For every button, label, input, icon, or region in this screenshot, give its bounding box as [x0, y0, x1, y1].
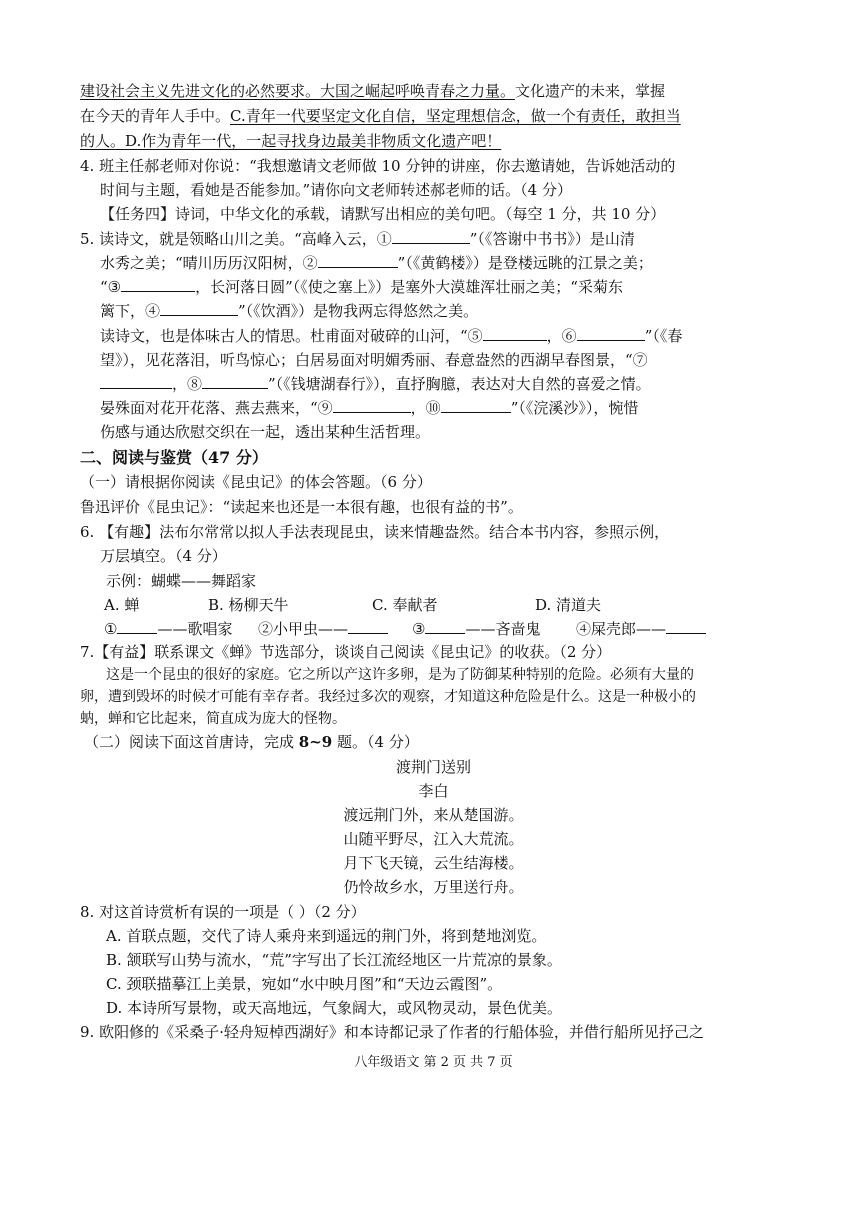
- text: ，长河落日圆”（《使之塞上》）是塞外大漠雄浑壮丽之美；“采菊东: [195, 278, 623, 296]
- question-6: 6. 【有趣】法布尔常常以拟人手法表现昆虫，读来情趣盎然。结合本书内容，参照示例，: [80, 523, 670, 541]
- page-footer: 八年级语文 第 2 页 共 7 页: [354, 1055, 513, 1070]
- poem-line: 月下飞天镜，云生结海楼。: [343, 854, 524, 872]
- answer-blank-4[interactable]: [160, 300, 238, 316]
- fill-item-4: [576, 618, 706, 640]
- task-4-heading: 【任务四】诗词，中华文化的承载，请默写出相应的美句吧。（每空 1 分，共 10 分）: [100, 205, 666, 223]
- text: 二、阅读与鉴赏（: [80, 448, 209, 467]
- text: ，⑥: [546, 327, 577, 345]
- text: 5. 读诗文，就是领略山川之美。“高峰入云，①: [80, 230, 392, 248]
- question-5-line: [100, 252, 830, 274]
- question-5-line: [80, 228, 830, 250]
- text: ”（《黄鹤楼》）是登楼远眺的江景之美；: [397, 254, 653, 272]
- text: ①: [104, 620, 118, 638]
- poem-line: 仍怜故乡水，万里送行舟。: [343, 878, 524, 896]
- option-d: D. 本诗所写景物，或天高地远，气象阔大，或风物灵动，景色优美。: [106, 999, 563, 1017]
- option-c: C. 奉献者: [372, 596, 438, 614]
- option-a: A. 蝉: [104, 596, 140, 614]
- text: “③: [100, 278, 122, 296]
- answer-blank[interactable]: [425, 618, 465, 634]
- underlined-text: 的人。D.作为青年一代，一起寻找身边最美非物质文化遗产吧！: [80, 132, 502, 150]
- text: ②小甲虫——: [258, 620, 349, 638]
- answer-blank-5[interactable]: [483, 325, 547, 341]
- excerpt-line: 这是一个昆虫的很好的家庭。它之所以产这许多卵，是为了防御某种特别的危险。必须有大量的: [106, 667, 694, 683]
- lu-xun-quote: 鲁迅评价《昆虫记》：“读起来也还是一本很有趣，也很有益的书”。: [80, 498, 523, 516]
- underlined-text: C.青年一代要坚定文化自信，坚定理想信念，做一个有责任，敢担当: [230, 107, 681, 125]
- excerpt-line: 卵，遭到毁坏的时候才可能有幸存者。我经过多次的观察，才知道这种危险是什么。这是一种极小的: [80, 689, 696, 705]
- option-c: C. 颈联描摹江上美景，宛如“水中映月图”和“天边云霞图”。: [106, 975, 503, 993]
- question-6-cont: 万层填空。（4 分）: [100, 547, 227, 565]
- poem-line: 山随平野尽，江入大荒流。: [343, 830, 524, 848]
- part-1-heading: （一）请根据你阅读《昆虫记》的体会答题。（6 分）: [80, 473, 432, 491]
- excerpt-line: 蚋，蝉和它比起来，简直成为庞大的怪物。: [80, 711, 346, 727]
- part-2-heading: [84, 731, 834, 753]
- paragraph-line: [80, 80, 830, 102]
- answer-blank-3[interactable]: [121, 276, 195, 292]
- option-a: A. 首联点题，交代了诗人乘舟来到遥远的荆门外，将到楚地浏览。: [106, 927, 547, 945]
- underlined-text: 建设社会主义先进文化的必然要求。大国之崛起呼唤青春之力量。: [80, 82, 516, 100]
- answer-blank-8[interactable]: [202, 373, 268, 389]
- example: 示例：蝴蝶——舞蹈家: [106, 572, 257, 590]
- text: ”（《钱塘湖春行》），直抒胸臆，表达对大自然的喜爱之情。: [268, 375, 651, 393]
- option-b: B. 杨柳天牛: [208, 596, 289, 614]
- text: （二）阅读下面这首唐诗，完成: [84, 733, 299, 751]
- text: 题。（4 分）: [332, 733, 419, 751]
- text: 篱下，④: [100, 302, 161, 320]
- text: ，⑩: [410, 399, 441, 417]
- answer-blank[interactable]: [666, 618, 706, 634]
- question-4: 4. 班主任郝老师对你说：“我想邀请文老师做 10 分钟的讲座，你去邀请她，告诉她活动的: [80, 157, 676, 175]
- option-d: D. 清道夫: [535, 596, 602, 614]
- section-heading: [80, 447, 830, 469]
- answer-blank-6[interactable]: [577, 325, 645, 341]
- option-b: B. 颔联写山势与流水，“荒”字写出了长江流经地区一片荒凉的景象。: [106, 951, 562, 969]
- answer-blank-7[interactable]: [100, 373, 172, 389]
- answer-blank-10[interactable]: [441, 397, 511, 413]
- question-5-line: [100, 276, 830, 298]
- question-5-line: 伤感与通达欣慰交织在一起，透出某种生活哲理。: [100, 423, 431, 441]
- paragraph-line: [80, 105, 830, 127]
- answer-blank-2[interactable]: [318, 252, 398, 268]
- text: ③: [412, 620, 426, 638]
- text: ”（《答谢中书书》）是山清: [469, 230, 635, 248]
- text: 水秀之美；“晴川历历汉阳树，②: [100, 254, 318, 272]
- question-5-line: [100, 300, 830, 322]
- question-5-line: [100, 325, 830, 347]
- answer-blank[interactable]: [348, 618, 388, 634]
- text: ④屎壳郎——: [576, 620, 667, 638]
- text: 文化遗产的未来，掌握: [515, 82, 666, 100]
- question-9: 9. 欧阳修的《采桑子·轻舟短棹西湖好》和本诗都记录了作者的行船体验，并借行船所见抒己之: [80, 1023, 704, 1041]
- text: ——歌唱家: [157, 620, 233, 638]
- fill-item-3: [412, 618, 540, 640]
- text: ——吝啬鬼: [465, 620, 541, 638]
- question-8: 8. 对这首诗赏析有误的一项是（ ）（2 分）: [80, 903, 366, 921]
- text: 晏殊面对花开花落、燕去燕来，“⑨: [100, 399, 333, 417]
- question-7: 7.【有益】联系课文《蝉》节选部分，谈谈自己阅读《昆虫记》的收获。（2 分）: [80, 643, 612, 661]
- paragraph-line: [80, 130, 830, 152]
- answer-blank[interactable]: [117, 618, 157, 634]
- text: 望》），见花落泪，听鸟惊心；白居易面对明媚秀丽、春意盎然的西湖早春图景，“⑦: [100, 351, 648, 369]
- text: ”（《春: [644, 327, 683, 345]
- question-4-cont: 时间与主题，看她是否能参加。”请你向文老师转述郝老师的话。（4 分）: [100, 181, 572, 199]
- poem-title: 渡荆门送别: [395, 758, 471, 776]
- poem-author: 李白: [418, 782, 449, 800]
- text: 在今天的青年人手中。: [80, 107, 231, 125]
- question-5-line: [100, 373, 830, 395]
- text: 8~9: [298, 733, 333, 751]
- fill-item-1: [104, 618, 232, 640]
- answer-blank-1[interactable]: [392, 228, 470, 244]
- text: 分）: [230, 448, 268, 467]
- poem-line: 渡远荆门外，来从楚国游。: [343, 806, 524, 824]
- text: ，⑧: [172, 375, 203, 393]
- question-5-line: [100, 397, 830, 419]
- fill-item-2: [258, 618, 388, 640]
- text: 读诗文，也是体味古人的情思。杜甫面对破碎的山河，“⑤: [100, 327, 483, 345]
- text: ”（《饮酒》）是物我两忘得悠然之美。: [238, 302, 479, 320]
- question-5-line: [100, 349, 830, 371]
- text: ”（《浣溪沙》），惋惜: [510, 399, 639, 417]
- answer-blank-9[interactable]: [333, 397, 411, 413]
- text: 47: [208, 448, 231, 467]
